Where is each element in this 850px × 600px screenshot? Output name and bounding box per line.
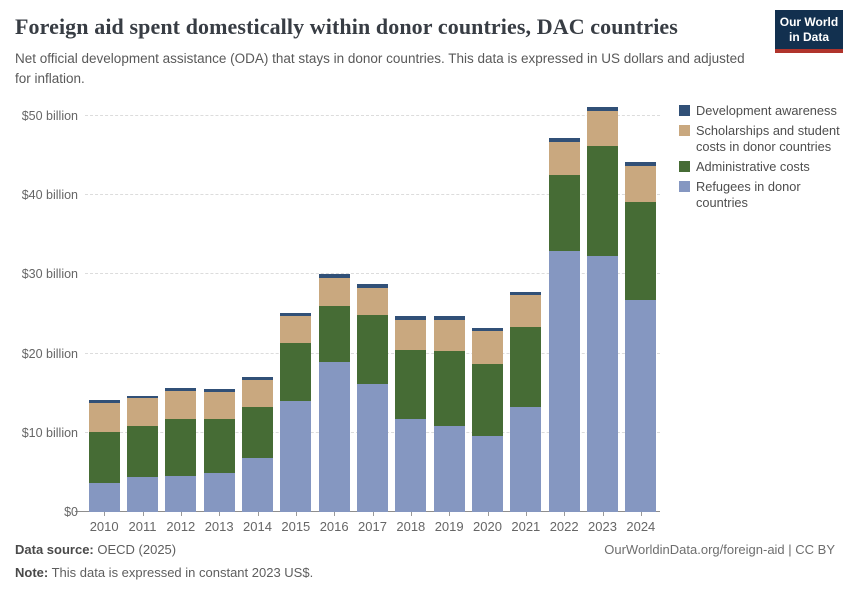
bar-segment[interactable] bbox=[319, 306, 350, 362]
bar-segment[interactable] bbox=[165, 419, 196, 477]
owid-logo-line1: Our World bbox=[779, 15, 839, 30]
bar-segment[interactable] bbox=[472, 436, 503, 512]
note-value: This data is expressed in constant 2023 US$. bbox=[48, 565, 314, 580]
bar-segment[interactable] bbox=[472, 331, 503, 363]
bar-segment[interactable] bbox=[625, 202, 656, 299]
bar-segment[interactable] bbox=[165, 391, 196, 419]
bar-segment[interactable] bbox=[280, 313, 311, 316]
x-axis-tick-label: 2017 bbox=[358, 519, 387, 534]
legend-label: Administrative costs bbox=[696, 158, 810, 174]
bar-segment[interactable] bbox=[89, 403, 120, 432]
x-axis-tick-label: 2014 bbox=[243, 519, 272, 534]
x-axis-tick-label: 2024 bbox=[626, 519, 656, 534]
y-axis-tick-label: $10 billion bbox=[21, 425, 78, 440]
bar-segment[interactable] bbox=[549, 138, 580, 142]
bar-segment[interactable] bbox=[127, 477, 158, 512]
bar-segment[interactable] bbox=[395, 419, 426, 512]
legend-swatch-icon bbox=[679, 125, 690, 136]
x-axis-tick-label: 2016 bbox=[319, 519, 349, 534]
bar-segment[interactable] bbox=[625, 166, 656, 202]
bar-segment[interactable] bbox=[434, 316, 465, 320]
x-axis-tick-label: 2018 bbox=[396, 519, 426, 534]
bar-segment[interactable] bbox=[242, 377, 273, 381]
bar-segment[interactable] bbox=[472, 364, 503, 436]
data-source-value: OECD (2025) bbox=[93, 542, 177, 557]
x-axis-tick-label: 2021 bbox=[511, 519, 541, 534]
legend-swatch-icon bbox=[679, 161, 690, 172]
plot-area bbox=[21, 100, 660, 534]
x-axis-tick bbox=[258, 512, 259, 516]
x-axis-tick bbox=[181, 512, 182, 516]
bar-segment[interactable] bbox=[549, 142, 580, 175]
bar-segment[interactable] bbox=[242, 458, 273, 512]
bar-segment[interactable] bbox=[127, 396, 158, 398]
x-axis-tick bbox=[449, 512, 450, 516]
bar-segment[interactable] bbox=[319, 362, 350, 512]
x-axis-tick bbox=[219, 512, 220, 516]
bar-segment[interactable] bbox=[357, 384, 388, 512]
x-axis-tick bbox=[526, 512, 527, 516]
bar-segment[interactable] bbox=[395, 316, 426, 320]
x-axis-tick bbox=[564, 512, 565, 516]
gridline bbox=[85, 115, 660, 116]
x-axis-tick bbox=[641, 512, 642, 516]
x-axis-tick bbox=[488, 512, 489, 516]
chart-note bbox=[15, 565, 835, 580]
bar-segment[interactable] bbox=[587, 111, 618, 146]
page-title: Foreign aid spent domestically within donor countries, DAC countries bbox=[15, 14, 678, 39]
bar-segment[interactable] bbox=[434, 426, 465, 512]
bar-segment[interactable] bbox=[549, 175, 580, 250]
owid-logo bbox=[775, 10, 843, 53]
bar-segment[interactable] bbox=[587, 146, 618, 256]
legend-label: Scholarships and student costs in donor countries bbox=[696, 122, 840, 154]
bar-segment[interactable] bbox=[242, 407, 273, 459]
data-source bbox=[15, 542, 176, 557]
legend-item[interactable] bbox=[679, 103, 850, 119]
legend-item[interactable] bbox=[679, 123, 850, 155]
bar-segment[interactable] bbox=[280, 316, 311, 343]
x-axis-tick bbox=[411, 512, 412, 516]
bar-segment[interactable] bbox=[280, 343, 311, 401]
x-axis-tick-label: 2022 bbox=[549, 519, 579, 534]
x-axis-tick-label: 2023 bbox=[588, 519, 617, 534]
owid-logo-line2: in Data bbox=[788, 29, 829, 44]
bar-segment[interactable] bbox=[319, 278, 350, 306]
legend-label: Development awareness bbox=[696, 103, 837, 118]
x-axis-tick-label: 2019 bbox=[434, 519, 464, 534]
bar-segment[interactable] bbox=[357, 315, 388, 384]
y-axis-tick-label: $20 billion bbox=[21, 346, 78, 361]
bar-segment[interactable] bbox=[587, 256, 618, 512]
bar-segment[interactable] bbox=[434, 320, 465, 351]
y-axis-tick-label: $40 billion bbox=[21, 188, 78, 203]
owid-citation-link[interactable]: OurWorldinData.org/foreign-aid | CC BY bbox=[604, 542, 835, 557]
legend-item[interactable] bbox=[679, 179, 850, 211]
legend-swatch-icon bbox=[679, 181, 690, 192]
bar-segment[interactable] bbox=[165, 388, 196, 390]
bar-segment[interactable] bbox=[319, 274, 350, 278]
x-axis-tick-label: 2020 bbox=[473, 519, 502, 534]
bar-segment[interactable] bbox=[242, 380, 273, 406]
bar-segment[interactable] bbox=[357, 288, 388, 315]
bar-segment[interactable] bbox=[127, 398, 158, 426]
y-axis-tick-label: $30 billion bbox=[21, 267, 78, 282]
bar-segment[interactable] bbox=[204, 392, 235, 418]
note-label: Note: bbox=[15, 565, 49, 580]
x-axis-tick bbox=[373, 512, 374, 516]
bar-segment[interactable] bbox=[395, 320, 426, 350]
y-axis-tick-label: $50 billion bbox=[21, 108, 78, 123]
chart-subtitle: Net official development assistance (ODA) that stays in donor countries. This data is expressed in US dollars and adjusted for inflation. bbox=[15, 51, 745, 86]
legend-swatch-icon bbox=[679, 105, 690, 116]
bar-segment[interactable] bbox=[549, 251, 580, 512]
x-axis-tick-label: 2010 bbox=[89, 519, 119, 534]
bar-segment[interactable] bbox=[89, 432, 120, 483]
bar-segment[interactable] bbox=[89, 483, 120, 512]
bar-segment[interactable] bbox=[280, 401, 311, 512]
chart-legend bbox=[679, 103, 850, 215]
bar-segment[interactable] bbox=[89, 400, 120, 403]
bar-segment[interactable] bbox=[204, 419, 235, 474]
bar-segment[interactable] bbox=[472, 328, 503, 331]
x-axis-tick-label: 2015 bbox=[281, 519, 311, 534]
legend-label: Refugees in donor countries bbox=[696, 178, 801, 210]
bar-segment[interactable] bbox=[127, 426, 158, 478]
x-axis-tick-label: 2012 bbox=[166, 519, 196, 534]
chart-footer bbox=[15, 542, 835, 580]
data-source-label: Data source: bbox=[15, 542, 94, 557]
bar-segment[interactable] bbox=[625, 300, 656, 512]
x-axis-tick bbox=[104, 512, 105, 516]
y-axis-tick-label: $0 bbox=[64, 505, 78, 519]
bar-segment[interactable] bbox=[625, 162, 656, 166]
bar-segment[interactable] bbox=[510, 407, 541, 512]
bar-segment[interactable] bbox=[204, 389, 235, 392]
bar-segment[interactable] bbox=[587, 107, 618, 111]
bar-segment[interactable] bbox=[510, 327, 541, 406]
bar-segment[interactable] bbox=[510, 292, 541, 295]
legend-item[interactable] bbox=[679, 159, 850, 175]
bar-segment[interactable] bbox=[165, 476, 196, 512]
bar-segment[interactable] bbox=[434, 351, 465, 425]
bar-segment[interactable] bbox=[510, 295, 541, 327]
x-axis-tick bbox=[334, 512, 335, 516]
x-axis-tick bbox=[143, 512, 144, 516]
bar-segment[interactable] bbox=[357, 284, 388, 288]
x-axis-tick bbox=[603, 512, 604, 516]
x-axis-tick bbox=[296, 512, 297, 516]
x-axis-tick-label: 2013 bbox=[204, 519, 234, 534]
bar-segment[interactable] bbox=[395, 350, 426, 418]
bar-segment[interactable] bbox=[204, 473, 235, 512]
x-axis-tick-label: 2011 bbox=[128, 519, 157, 534]
